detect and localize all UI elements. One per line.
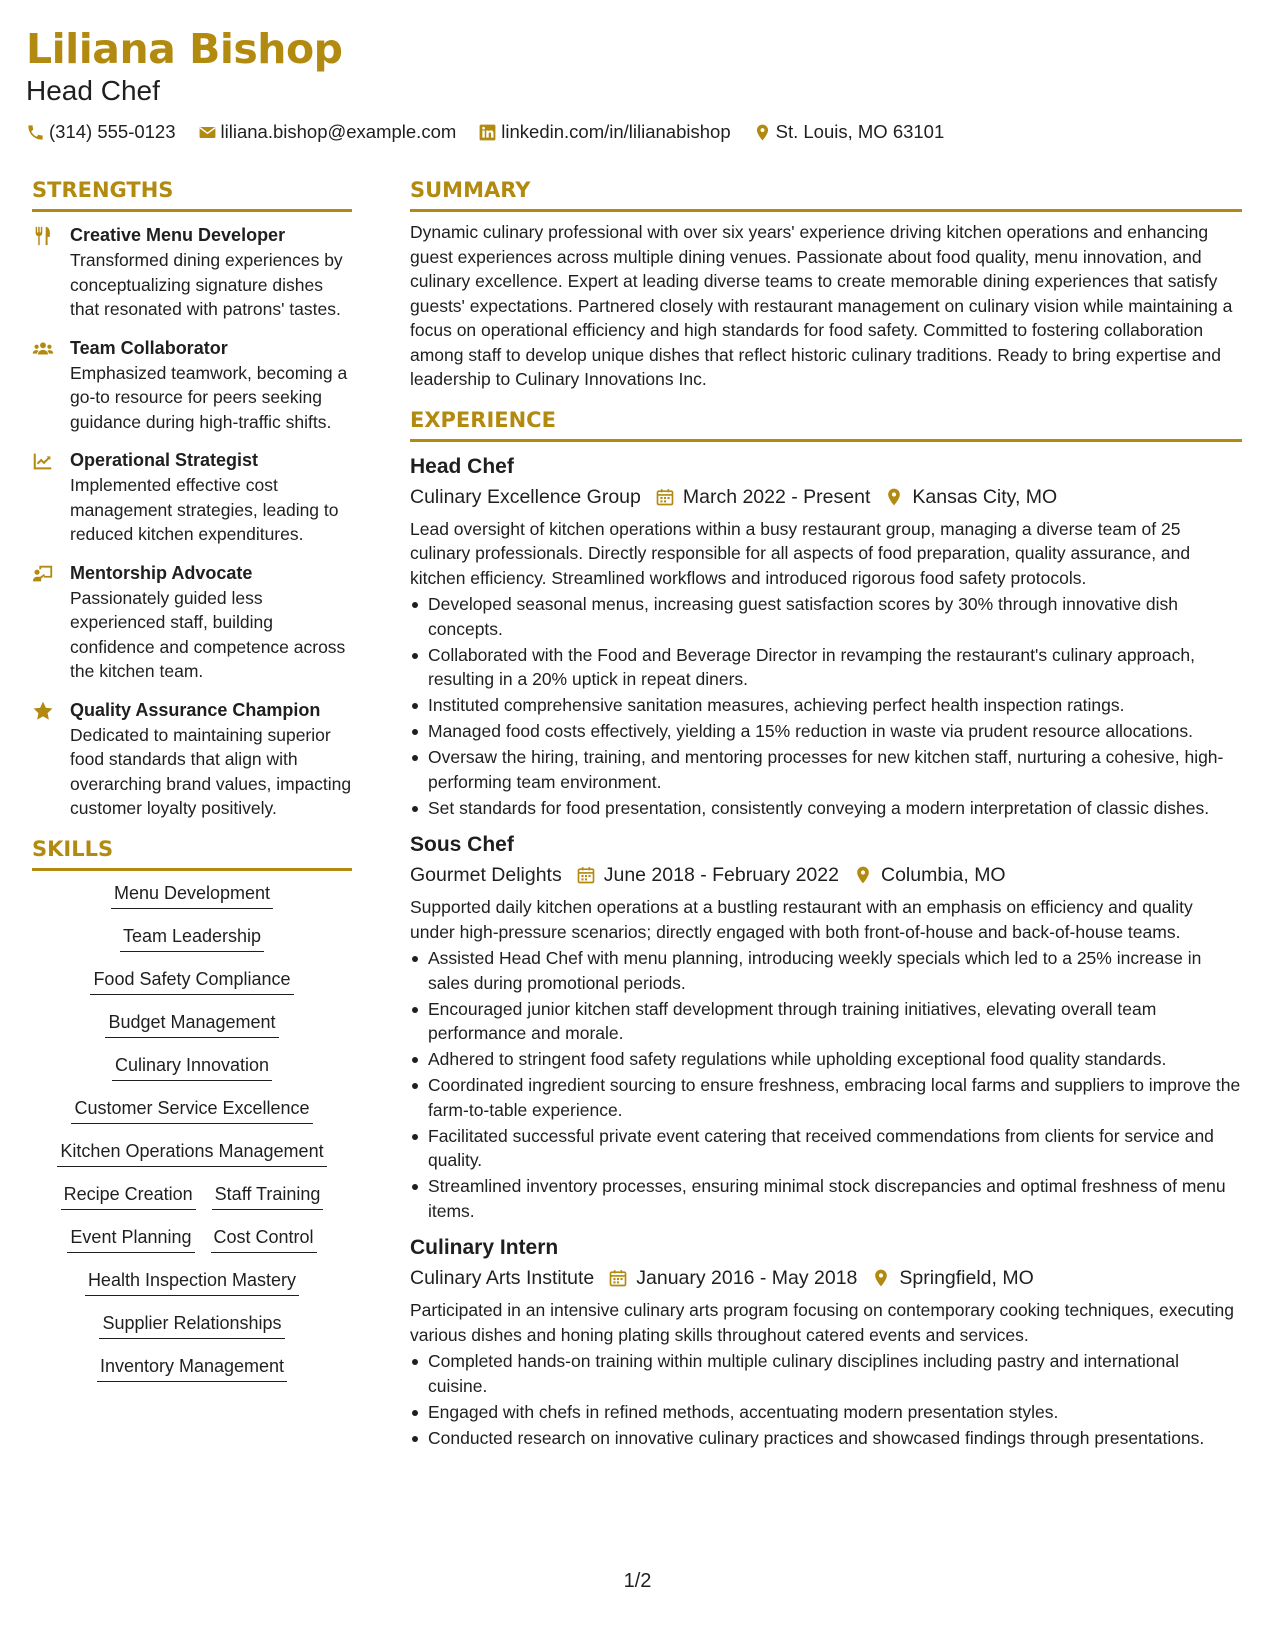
summary-text: Dynamic culinary professional with over six years' experience driving kitchen operations and enhancing guest experiences across multiple dining venues. Passionate about food quality, menu innovation, and culinary excellence. Expert at leading diverse teams to create memorable dining experiences that satisfy guests' expectations. Partnered closely with restaurant management on culinary vision while maintaining a focus on operational efficiency and high standards for food safety. Committed to fostering collaboration among staff to develop unique dishes that reflect historic culinary traditions. Ready to bring expertise and leadership to Culinary Innovations Inc. xyxy=(410,222,1233,389)
summary-heading: SUMMARY xyxy=(410,176,1242,212)
job-meta xyxy=(410,483,1242,511)
skill-tag: Event Planning xyxy=(67,1225,194,1253)
strength-item xyxy=(32,448,352,547)
summary-section xyxy=(410,176,1242,392)
bullet-item: Managed food costs effectively, yielding a 15% reduction in waste via prudent resource allocations. xyxy=(410,719,1242,744)
skill-tag: Cost Control xyxy=(211,1225,317,1253)
linkedin-icon xyxy=(478,123,497,142)
contact-email[interactable] xyxy=(198,120,457,144)
map-marker-icon xyxy=(871,1268,891,1288)
strength-item xyxy=(32,561,352,684)
job-description: Participated in an intensive culinary arts program focusing on contemporary cooking techniques, executing various dishes and honing plating skills throughout catered events and services. xyxy=(410,1300,1234,1345)
bullet-item: Coordinated ingredient sourcing to ensure freshness, embracing local farms and suppliers to improve the farm-to-table experience. xyxy=(410,1073,1242,1122)
strengths-heading: STRENGTHS xyxy=(32,176,352,212)
job-location: Kansas City, MO xyxy=(912,485,1058,508)
bullet-item: Oversaw the hiring, training, and mentoring processes for new kitchen staff, nurturing a cohesive, high-performing team environment. xyxy=(410,745,1242,794)
strength-title: Quality Assurance Champion xyxy=(70,699,321,720)
job-bullets xyxy=(410,592,1242,820)
skills-list xyxy=(32,881,352,1382)
linkedin-text[interactable]: linkedin.com/in/lilianabishop xyxy=(501,121,731,142)
job-company: Gourmet Delights xyxy=(410,864,562,886)
skill-tag: Budget Management xyxy=(105,1010,278,1038)
contact-location xyxy=(753,120,945,144)
job-bullets xyxy=(410,946,1242,1223)
bullet-item: Developed seasonal menus, increasing guest satisfaction scores by 30% through innovative dish concepts. xyxy=(410,592,1242,641)
skill-tag: Inventory Management xyxy=(97,1354,287,1382)
job-dates: January 2016 - May 2018 xyxy=(636,1267,858,1289)
job-title: Head Chef xyxy=(410,454,514,478)
job-meta xyxy=(410,1264,1242,1292)
bullet-item: Completed hands-on training within multiple culinary disciplines including pastry and international cuisine. xyxy=(410,1349,1242,1398)
skill-tag: Culinary Innovation xyxy=(112,1053,272,1081)
skills-heading: SKILLS xyxy=(32,835,352,871)
strength-item xyxy=(32,336,352,435)
contact-bar xyxy=(26,120,1246,144)
skill-tag: Team Leadership xyxy=(120,924,264,952)
calendar-icon xyxy=(655,487,675,507)
skill-tag: Recipe Creation xyxy=(61,1182,196,1210)
page-number: 1/2 xyxy=(623,1570,652,1592)
strength-title: Creative Menu Developer xyxy=(70,225,286,245)
bullet-item: Conducted research on innovative culinary practices and showcased findings through presentations. xyxy=(410,1426,1242,1451)
right-column xyxy=(410,176,1242,1452)
utensils-icon xyxy=(32,225,54,247)
job-description: Supported daily kitchen operations at a bustling restaurant with an emphasis on efficiency and quality under high-pressure scenarios; directly engaged with both front-of-house and back-of-house teams. xyxy=(410,897,1193,942)
job-description: Lead oversight of kitchen operations within a busy restaurant group, managing a diverse team of 25 culinary professionals. Directly responsible for all aspects of food preparation, quality assurance, and kitchen efficiency. Streamlined workflows and introduced rigorous food safety protocols. xyxy=(410,518,1191,588)
email-text[interactable]: liliana.bishop@example.com xyxy=(220,121,457,142)
strength-desc: Implemented effective cost management strategies, leading to reduced kitchen expenditures. xyxy=(70,475,339,544)
skill-tag: Menu Development xyxy=(111,881,273,909)
skill-tag: Staff Training xyxy=(212,1182,324,1210)
experience-heading: EXPERIENCE xyxy=(410,406,1242,442)
contact-linkedin[interactable] xyxy=(478,120,730,144)
strengths-list xyxy=(32,223,352,821)
map-marker-icon xyxy=(853,865,873,885)
bullet-item: Assisted Head Chef with menu planning, introducing weekly specials which led to a 25% increase in sales during promotional periods. xyxy=(410,946,1242,995)
phone-text: (314) 555-0123 xyxy=(49,121,176,142)
job-company: Culinary Excellence Group xyxy=(410,485,641,508)
skills-section xyxy=(32,835,352,1382)
skill-tag: Supplier Relationships xyxy=(99,1311,284,1339)
chart-line-icon xyxy=(32,450,54,472)
strength-title: Mentorship Advocate xyxy=(70,562,253,583)
job-location: Springfield, MO xyxy=(899,1267,1034,1289)
bullet-item: Streamlined inventory processes, ensuring minimal stock discrepancies and optimal freshness of menu items. xyxy=(410,1174,1242,1223)
chalkboard-teacher-icon xyxy=(32,563,54,585)
job-title: Culinary Intern xyxy=(410,1236,559,1259)
bullet-item: Set standards for food presentation, consistently conveying a modern interpretation of classic dishes. xyxy=(410,796,1242,821)
bullet-item: Encouraged junior kitchen staff development through training initiatives, elevating overall team performance and morale. xyxy=(410,997,1242,1046)
strength-item xyxy=(32,698,352,821)
resume-header xyxy=(26,22,1246,144)
skill-tag: Kitchen Operations Management xyxy=(57,1139,326,1167)
map-marker-icon xyxy=(753,123,772,142)
map-marker-icon xyxy=(884,487,904,507)
job-entry xyxy=(410,1233,1242,1450)
users-icon xyxy=(32,338,54,360)
job-entry xyxy=(410,452,1242,821)
envelope-icon xyxy=(198,123,217,142)
strength-desc: Transformed dining experiences by conceptualizing signature dishes that resonated with patrons' tastes. xyxy=(70,250,343,319)
star-icon xyxy=(32,700,54,722)
skill-tag: Health Inspection Mastery xyxy=(85,1268,299,1296)
calendar-icon xyxy=(608,1268,628,1288)
strength-item xyxy=(32,223,352,322)
strengths-section xyxy=(32,176,352,821)
experience-section xyxy=(410,406,1242,1451)
strength-desc: Passionately guided less experienced staff, building confidence and competence across the kitchen team. xyxy=(70,587,346,681)
bullet-item: Facilitated successful private event catering that received commendations from clients for service and quality. xyxy=(410,1124,1242,1173)
job-dates: March 2022 - Present xyxy=(682,485,871,508)
strength-title: Team Collaborator xyxy=(70,337,228,358)
job-meta xyxy=(410,861,1242,889)
skill-tag: Food Safety Compliance xyxy=(90,967,293,995)
contact-phone xyxy=(26,120,176,144)
candidate-name: Liliana Bishop xyxy=(26,25,343,73)
bullet-item: Collaborated with the Food and Beverage Director in revamping the restaurant's culinary approach, resulting in a 20% uptick in repeat diners. xyxy=(410,643,1242,692)
job-title: Sous Chef xyxy=(410,833,514,856)
calendar-icon xyxy=(576,865,596,885)
strength-title: Operational Strategist xyxy=(70,450,259,470)
candidate-role: Head Chef xyxy=(26,75,160,106)
skill-tag: Customer Service Excellence xyxy=(71,1096,312,1124)
phone-icon xyxy=(26,123,45,142)
job-entry xyxy=(410,830,1242,1223)
left-column xyxy=(32,176,352,1397)
job-location: Columbia, MO xyxy=(880,864,1006,886)
strength-desc: Emphasized teamwork, becoming a go-to resource for peers seeking guidance during high-traffic shifts. xyxy=(70,362,348,432)
bullet-item: Engaged with chefs in refined methods, accentuating modern presentation styles. xyxy=(410,1400,1242,1425)
strength-desc: Dedicated to maintaining superior food standards that align with overarching brand values, impacting customer loyalty positively. xyxy=(70,724,352,818)
bullet-item: Adhered to stringent food safety regulations while upholding exceptional food quality standards. xyxy=(410,1047,1242,1072)
job-company: Culinary Arts Institute xyxy=(410,1267,595,1289)
job-dates: June 2018 - February 2022 xyxy=(603,864,839,886)
location-text: St. Louis, MO 63101 xyxy=(775,121,945,142)
job-bullets xyxy=(410,1349,1242,1450)
bullet-item: Instituted comprehensive sanitation measures, achieving perfect health inspection ratings. xyxy=(410,693,1242,718)
